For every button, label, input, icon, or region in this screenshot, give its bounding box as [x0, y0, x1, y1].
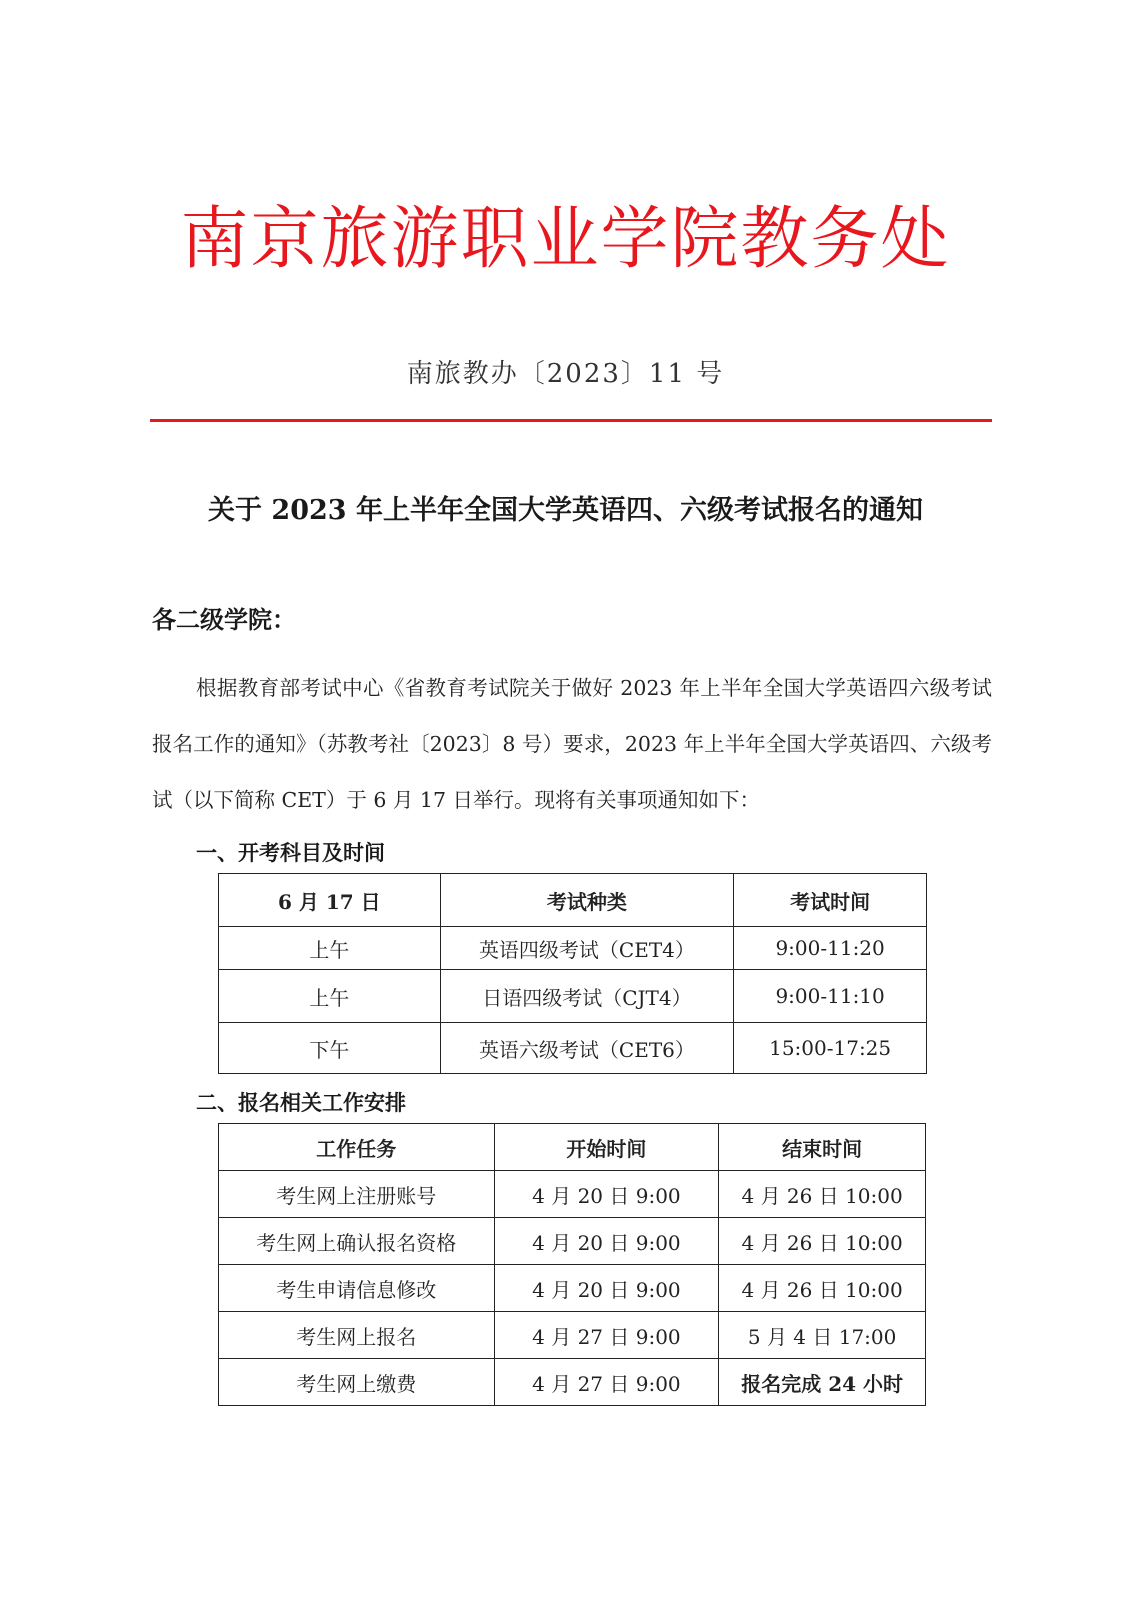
table-row: [219, 1171, 926, 1218]
cell-task: 考生网上注册账号: [219, 1171, 495, 1218]
cell-exam: 英语六级考试（CET6）: [440, 1023, 734, 1074]
cell-time: 15:00-17:25: [734, 1023, 927, 1074]
table-row: [219, 1218, 926, 1265]
salutation: 各二级学院：: [152, 605, 296, 634]
header-exam-type: 考试种类: [440, 874, 734, 927]
table-row: [219, 1312, 926, 1359]
header-date: 6 月 17 日: [219, 874, 441, 927]
cell-exam: 英语四级考试（CET4）: [440, 927, 734, 970]
cell-end: 4 月 26 日 10:00: [719, 1218, 926, 1265]
cell-exam: 日语四级考试（CJT4）: [440, 970, 734, 1023]
table-row: [219, 1023, 927, 1074]
table-row: [219, 927, 927, 970]
registration-schedule-table: [218, 1123, 926, 1406]
exam-schedule-table: [218, 873, 927, 1074]
cell-task: 考生申请信息修改: [219, 1265, 495, 1312]
header-exam-time: 考试时间: [734, 874, 927, 927]
cell-task: 考生网上报名: [219, 1312, 495, 1359]
table-header-row: [219, 874, 927, 927]
cell-start: 4 月 20 日 9:00: [494, 1171, 719, 1218]
header-task: 工作任务: [219, 1124, 495, 1171]
table-row: [219, 1359, 926, 1406]
table-header-row: [219, 1124, 926, 1171]
section-heading-registration-schedule: 二、报名相关工作安排: [196, 1090, 406, 1115]
cell-end: 4 月 26 日 10:00: [719, 1265, 926, 1312]
cell-end: 报名完成 24 小时: [719, 1359, 926, 1406]
cell-time: 9:00-11:20: [734, 927, 927, 970]
cell-end: 4 月 26 日 10:00: [719, 1171, 926, 1218]
cell-start: 4 月 27 日 9:00: [494, 1312, 719, 1359]
issuer-masthead: 南京旅游职业学院教务处: [180, 200, 951, 279]
cell-start: 4 月 20 日 9:00: [494, 1265, 719, 1312]
cell-task: 考生网上缴费: [219, 1359, 495, 1406]
table-row: [219, 1265, 926, 1312]
cell-session: 下午: [219, 1023, 441, 1074]
notice-title: 关于 2023 年上半年全国大学英语四、六级考试报名的通知: [208, 495, 923, 526]
cell-time: 9:00-11:10: [734, 970, 927, 1023]
cell-session: 上午: [219, 970, 441, 1023]
table-row: [219, 970, 927, 1023]
red-divider: [150, 419, 992, 422]
cell-task: 考生网上确认报名资格: [219, 1218, 495, 1265]
header-end: 结束时间: [719, 1124, 926, 1171]
cell-end: 5 月 4 日 17:00: [719, 1312, 926, 1359]
header-start: 开始时间: [494, 1124, 719, 1171]
cell-session: 上午: [219, 927, 441, 970]
cell-start: 4 月 27 日 9:00: [494, 1359, 719, 1406]
section-heading-exam-schedule: 一、开考科目及时间: [196, 840, 385, 865]
document-number: 南旅教办〔2023〕11 号: [406, 359, 725, 389]
notice-body: 根据教育部考试中心《省教育考试院关于做好 2023 年上半年全国大学英语四六级考试报名工作的通知》（苏教考社〔2023〕8 号）要求，2023 年上半年全国大学英语四、六级考试（以下简称 CET）于 6 月 17 日举行。现将有关事项通知如下：: [152, 676, 992, 812]
cell-start: 4 月 20 日 9:00: [494, 1218, 719, 1265]
